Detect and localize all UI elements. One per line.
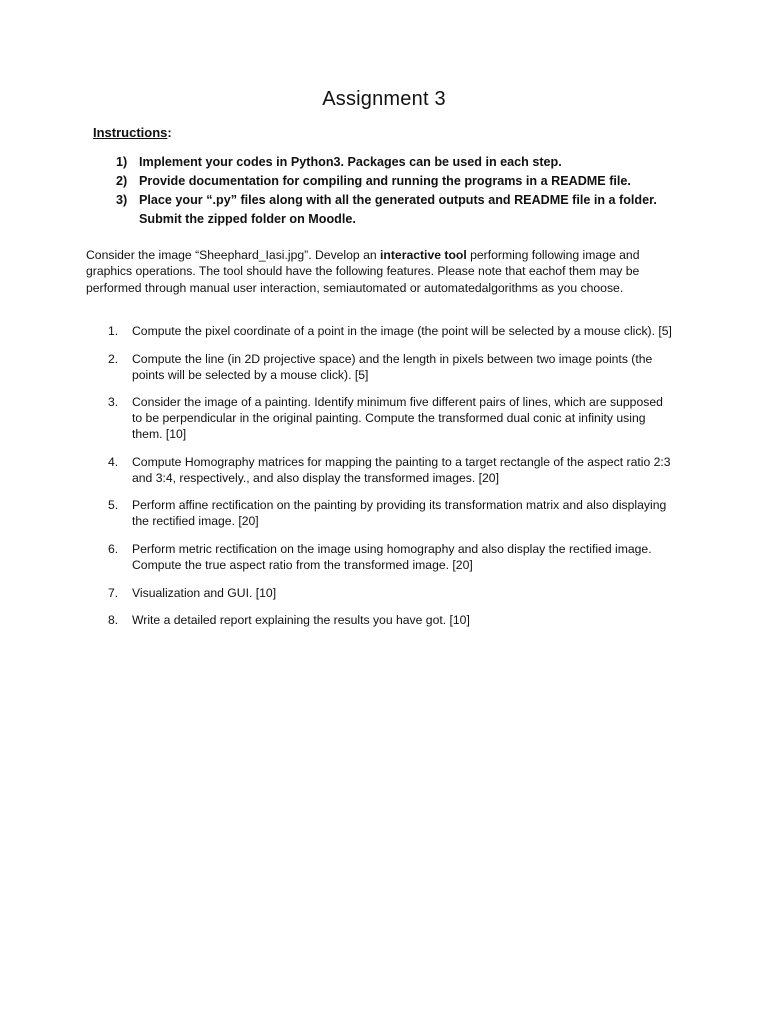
instruction-text: Place your “.py” files along with all the generated outputs and README file in a folder. Submit the zipped folder on Moodle. <box>139 193 657 226</box>
instruction-number: 1) <box>116 155 128 169</box>
feature-item <box>108 541 676 573</box>
instruction-item <box>116 191 676 229</box>
feature-number: 8. <box>108 613 119 628</box>
feature-item <box>108 612 676 628</box>
feature-item <box>108 497 676 529</box>
intro-bold-term: interactive tool <box>380 248 467 262</box>
instructions-heading <box>93 124 172 141</box>
instruction-text: Implement your codes in Python3. Packages can be used in each step. <box>139 155 562 169</box>
intro-paragraph <box>86 247 686 296</box>
instructions-list <box>116 153 676 229</box>
feature-item <box>108 351 676 383</box>
feature-text: Compute the line (in 2D projective space) and the length in pixels between two image points (the points will be selected by a mouse click). [5] <box>132 351 653 382</box>
feature-item <box>108 454 676 486</box>
feature-number: 1. <box>108 324 119 338</box>
instructions-heading-colon: : <box>167 125 172 140</box>
instruction-number: 3) <box>116 193 128 207</box>
instruction-text: Provide documentation for compiling and running the programs in a README file. <box>139 174 631 188</box>
feature-text: Compute the pixel coordinate of a point in the image (the point will be selected by a mouse click). [5] <box>132 324 672 338</box>
feature-text: Visualization and GUI. [10] <box>132 585 277 600</box>
feature-text: Perform metric rectification on the image using homography and also display the rectified image. Compute the true aspect ratio from the transformed image. [20] <box>132 541 652 572</box>
page-title: Assignment 3 <box>322 88 446 110</box>
feature-number: 7. <box>108 585 119 600</box>
feature-number: 3. <box>108 395 119 410</box>
feature-number: 2. <box>108 351 119 366</box>
intro-text-end: performing following image and graphics operations. The tool should have the following features. Please note that eachof them may be performed through manual user interaction, semiautomated or automatedalgorithms as you choose. <box>86 248 640 295</box>
feature-number: 4. <box>108 454 119 469</box>
instructions-heading-label: Instructions <box>93 125 168 140</box>
feature-item <box>108 585 676 601</box>
feature-text: Write a detailed report explaining the results you have got. [10] <box>132 613 470 628</box>
feature-number: 6. <box>108 541 119 556</box>
instruction-number: 2) <box>116 174 128 188</box>
feature-text: Compute Homography matrices for mapping the painting to a target rectangle of the aspect ratio 2:3 and 3:4, respectively., and also display the transformed images. [20] <box>132 454 671 485</box>
feature-item <box>108 394 676 442</box>
instruction-item <box>116 153 676 172</box>
feature-text: Perform affine rectification on the painting by providing its transformation matrix and also displaying the rectified image. [20] <box>132 498 667 529</box>
feature-text: Consider the image of a painting. Identify minimum five different pairs of lines, which are supposed to be perpendicular in the original painting. Compute the transformed dual conic at infinity using them. [10] <box>132 395 663 442</box>
features-list <box>108 323 676 640</box>
intro-text-start: Consider the image “Sheephard_Iasi.jpg”. Develop an <box>86 248 381 262</box>
instruction-item <box>116 172 676 191</box>
feature-number: 5. <box>108 498 119 513</box>
feature-item <box>108 323 676 339</box>
